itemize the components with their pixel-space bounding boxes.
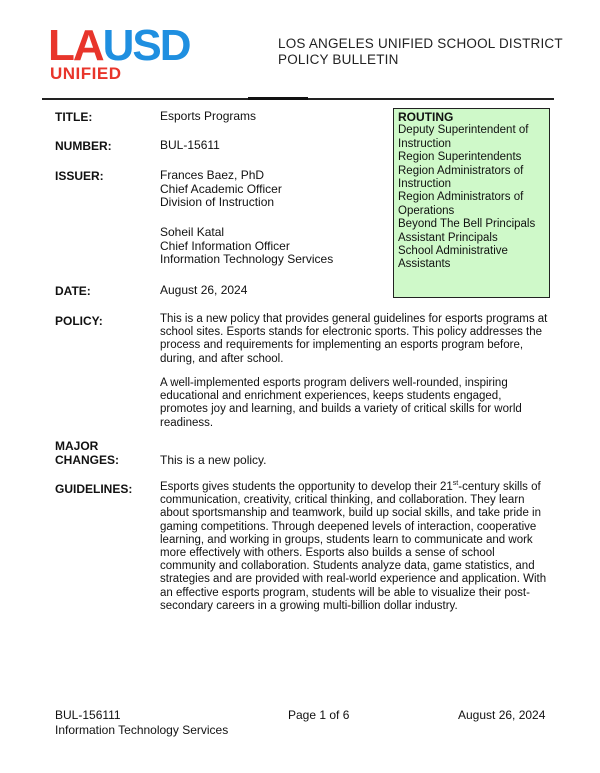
org-header [278, 36, 563, 68]
number-value: BUL-15611 [160, 138, 220, 152]
major-changes-label-line2: CHANGES: [55, 453, 120, 467]
footer-left [55, 708, 228, 738]
footer-date: August 26, 2024 [458, 708, 546, 722]
date-label: DATE: [55, 284, 91, 298]
guidelines-label: GUIDELINES: [55, 482, 133, 496]
footer-department: Information Technology Services [55, 723, 229, 737]
issuer-2-name: Soheil Katal [160, 225, 225, 239]
routing-item: Region Administrators of Instruction [398, 164, 524, 191]
title-value: Esports Programs [160, 109, 257, 123]
logo-letters-la: LA [48, 21, 103, 70]
issuer-block-2 [160, 226, 333, 267]
issuer-2-division: Information Technology Services [160, 252, 334, 266]
issuer-block-1 [160, 169, 282, 210]
routing-item: Deputy Superintendent of Instruction [398, 124, 529, 150]
issuer-1-name: Frances Baez, PhD [160, 168, 265, 182]
routing-item: Region Superintendents [398, 151, 522, 164]
major-changes-label [55, 439, 119, 467]
policy-label: POLICY: [55, 314, 103, 328]
routing-box [393, 108, 550, 298]
title-label: TITLE: [55, 110, 93, 124]
bulletin-type: POLICY BULLETIN [278, 52, 399, 67]
footer-bulletin-number: BUL-156111 [55, 708, 121, 722]
guidelines-superscript: st [452, 480, 459, 488]
routing-item: Beyond The Bell Principals [398, 218, 536, 231]
lausd-logo [48, 21, 228, 84]
org-name: LOS ANGELES UNIFIED SCHOOL DISTRICT [278, 36, 563, 51]
number-label: NUMBER: [55, 139, 112, 153]
routing-item: Assistant Principals [398, 231, 498, 244]
policy-paragraph-1: This is a new policy that provides general guidelines for esports programs at school sites. Esports stands for electronic sports. This policy addresses the process and requirements for implementing an esports program before, during, and after school. [160, 313, 548, 365]
major-changes-value: This is a new policy. [160, 453, 267, 467]
issuer-1-role: Chief Academic Officer [160, 181, 282, 196]
date-value: August 26, 2024 [160, 283, 248, 297]
guidelines-paragraph [160, 481, 548, 613]
routing-item: School Administrative Assistants [398, 245, 508, 271]
issuer-2-role: Chief Information Officer [160, 238, 290, 253]
issuer-label: ISSUER: [55, 169, 104, 183]
issuer-1-division: Division of Instruction [160, 195, 275, 209]
logo-wordmark [48, 21, 190, 70]
guidelines-text-start: Esports gives students the opportunity to develop their 21 [160, 481, 453, 493]
logo-letters-usd: USD [102, 21, 190, 70]
routing-item: Region Administrators of Operations [398, 191, 524, 217]
header-divider-accent [248, 97, 308, 100]
guidelines-text-rest: -century skills of communication, creativity, critical thinking, and collaboration. They learn about sportsmanship and teamwork, build up social skills, and take pride in gaming competitions. Through deepened levels of interaction, cooperative learning, and working in groups, students learn to communicate and work more effectively with others. Esports also builds a sense of school community and collaboration. Students analyze data, game statistics, and strategies and are provided with real-world experience and application. With an effective esports program, students will be able to visualize their post-secondary careers in a growing multi-billion dollar industry. [160, 481, 547, 612]
routing-title: ROUTING [398, 110, 454, 124]
policy-paragraph-2: A well-implemented esports program delivers well-rounded, inspiring educational and enrichment experiences, keeps students engaged, promotes joy and learning, and builds a variety of critical skills for world readiness. [160, 377, 522, 429]
major-changes-label-line1: MAJOR [55, 439, 99, 453]
footer-page-number: Page 1 of 6 [288, 708, 350, 722]
logo-subtitle: UNIFIED [50, 64, 122, 83]
